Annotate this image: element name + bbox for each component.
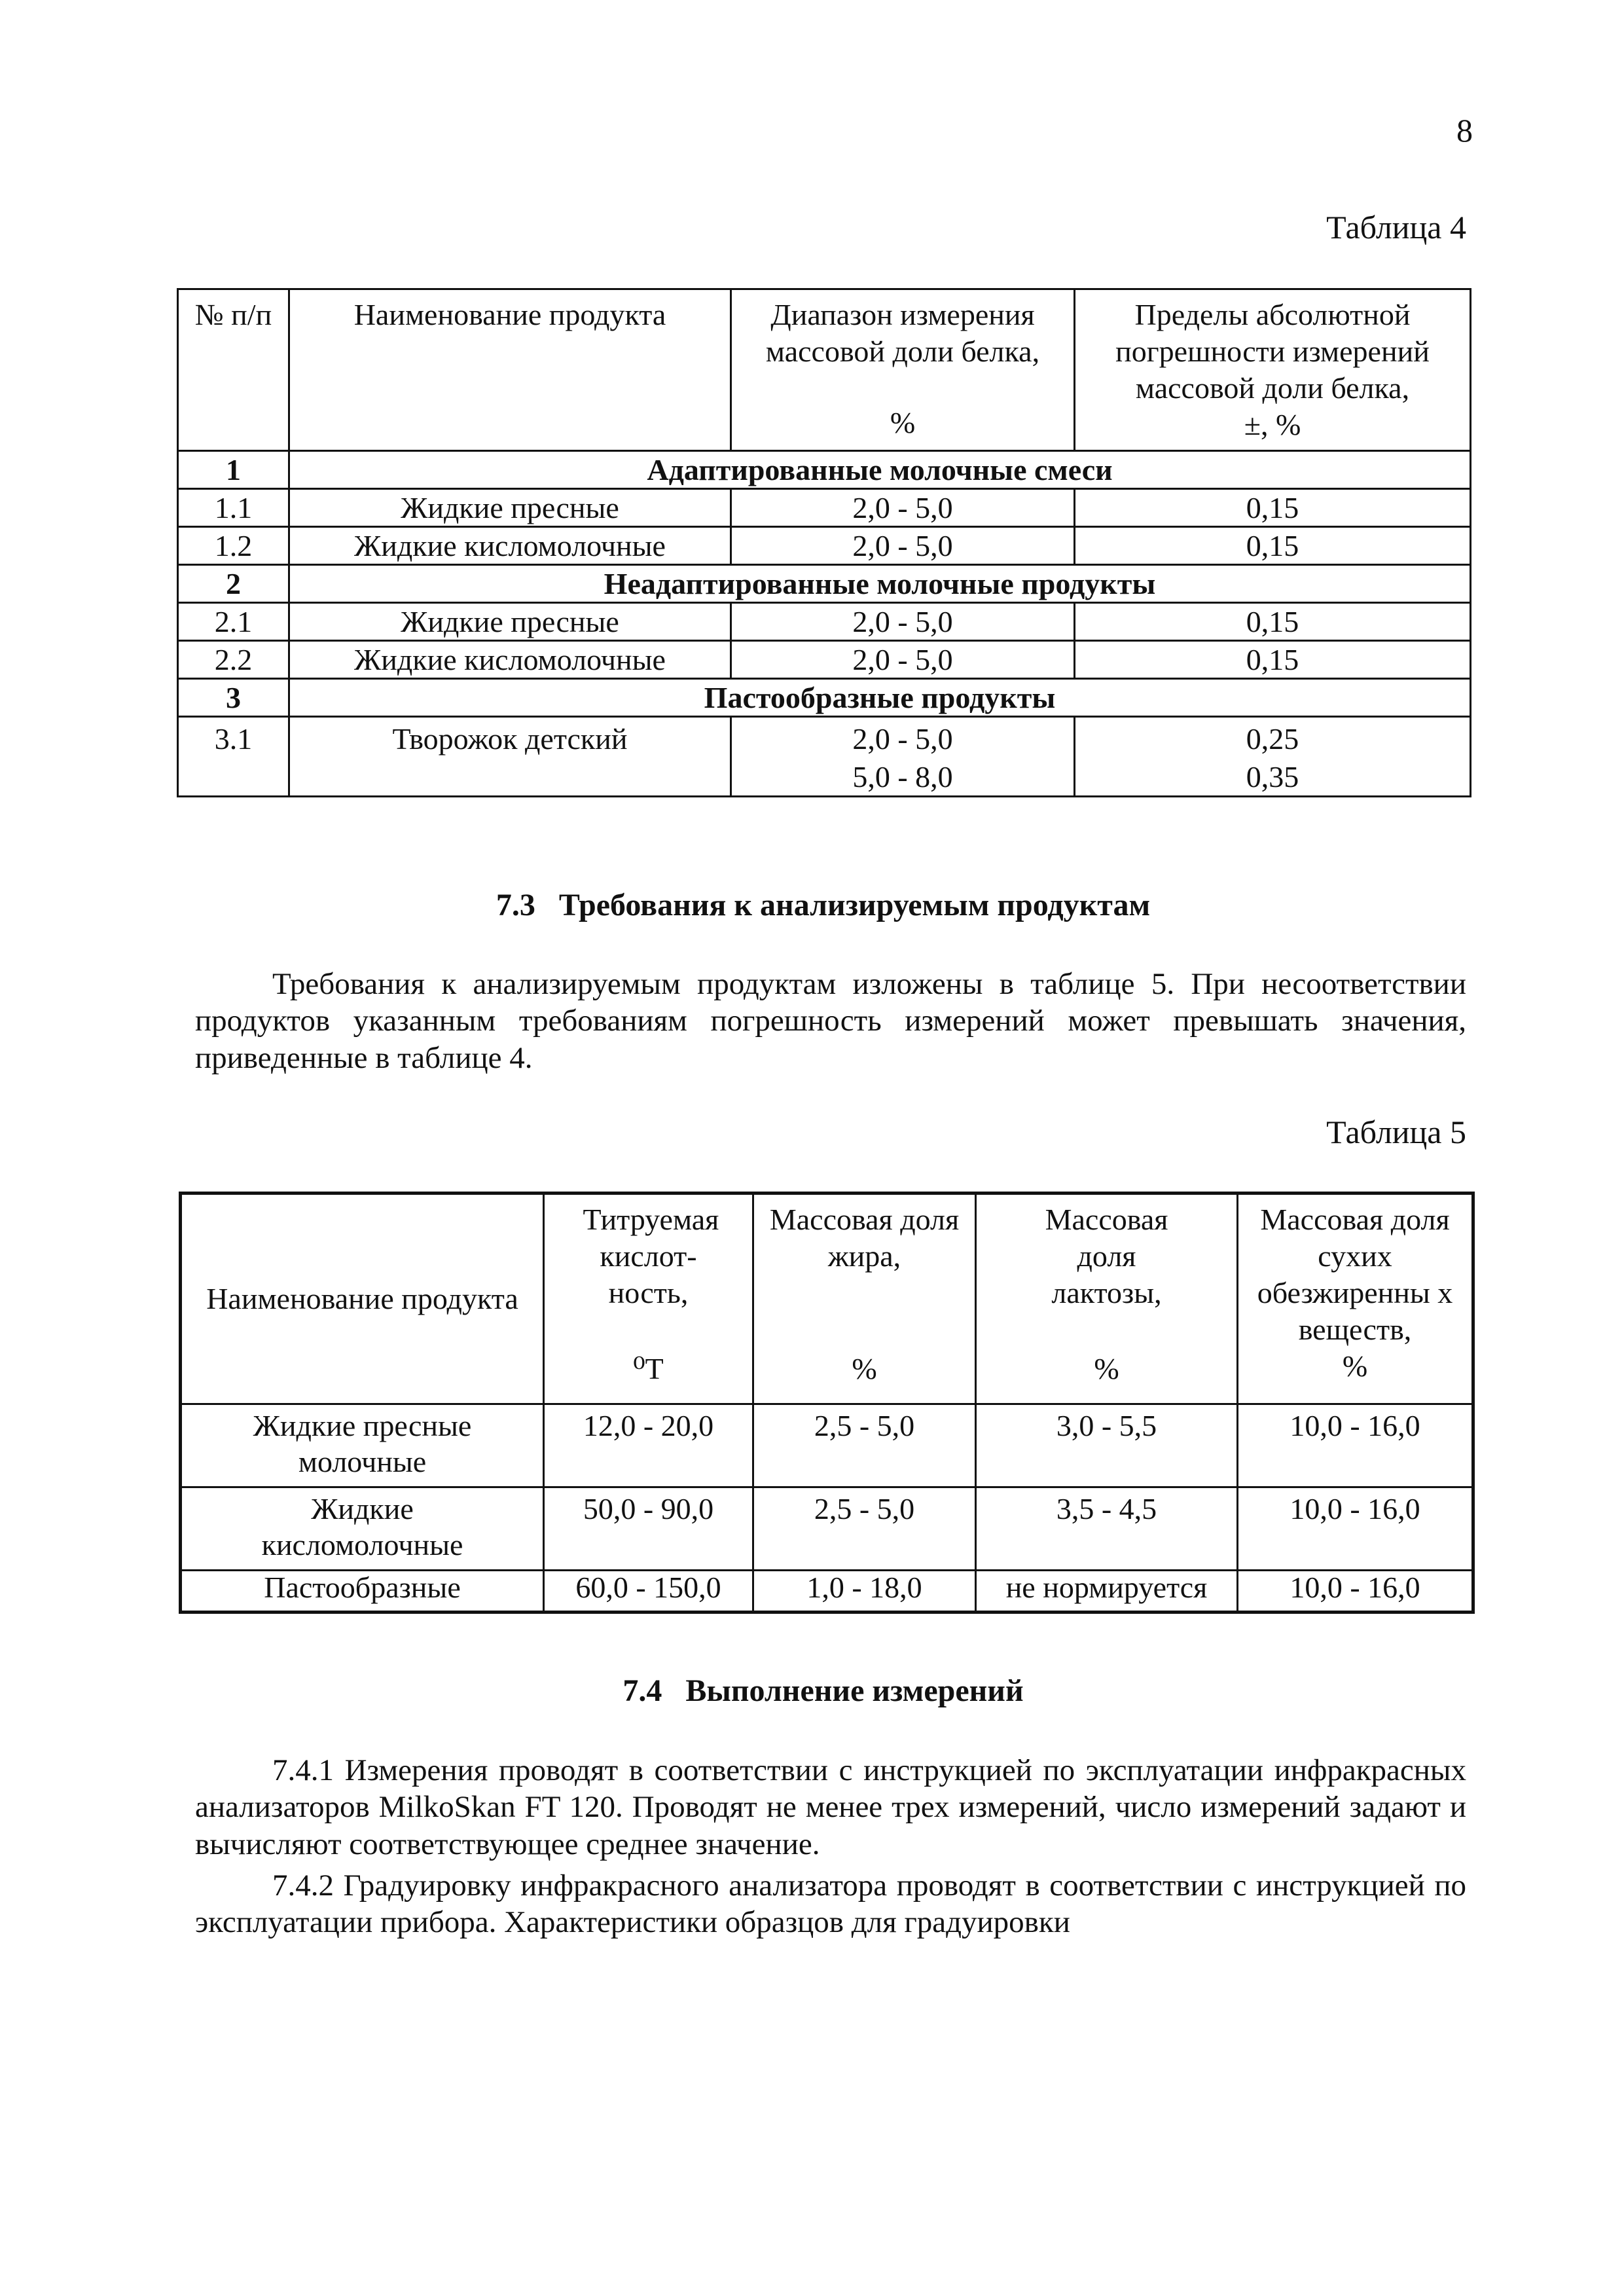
table5-header-acidity-unit: ⁰Т: [633, 1352, 664, 1385]
table5-header-solids-text: Массовая доля сухих обезжиренны х веществ,: [1257, 1203, 1453, 1347]
section-7-3-paragraph: Требования к анализируемым продуктам изложены в таблице 5. При несоответствии продуктов указанным требованиям погрешность измерений может превышать значения, приведенные в таблице 4.: [195, 967, 1466, 1075]
table5-header-fat: [753, 1194, 976, 1404]
row-acidity: 60,0 - 150,0: [544, 1571, 753, 1613]
row-product: Пастообразные: [181, 1571, 544, 1613]
section-title: Пастообразные продукты: [289, 679, 1471, 717]
row-solids: 10,0 - 16,0: [1238, 1487, 1473, 1571]
table5-header-lactose-text: Массовая доля лактозы,: [1045, 1203, 1168, 1310]
table5-header-acidity: [544, 1194, 753, 1404]
row-fat: 2,5 - 5,0: [753, 1404, 976, 1487]
table-row: [181, 1404, 1473, 1487]
row-solids: 10,0 - 16,0: [1238, 1571, 1473, 1613]
section-7-4-heading: 7.4 Выполнение измерений: [623, 1673, 1024, 1708]
table-row: [178, 641, 1471, 679]
row-fat: 2,5 - 5,0: [753, 1487, 976, 1571]
row-product: Жидкие пресные молочные: [181, 1404, 544, 1487]
row-limit: 0,15: [1075, 641, 1471, 679]
table4-header-range: [731, 289, 1075, 451]
row-range: [731, 717, 1075, 797]
table4-header-limits-unit: ±, %: [1244, 408, 1301, 442]
row-lactose: 3,0 - 5,5: [976, 1404, 1238, 1487]
paragraph-7-4-2: 7.4.2 Градуировку инфракрасного анализатора проводят в соответствии с инструкцией по эксплуатации прибора. Характеристики образцов для градуировки: [195, 1868, 1466, 1940]
row-acidity: 50,0 - 90,0: [544, 1487, 753, 1571]
table4: [177, 288, 1471, 797]
table4-header-num: № п/п: [178, 289, 289, 451]
row-range: 2,0 - 5,0: [731, 603, 1075, 641]
table-row: [181, 1487, 1473, 1571]
section-number: 3: [178, 679, 289, 717]
table-row: [181, 1571, 1473, 1613]
row-lactose: не нормируется: [976, 1571, 1238, 1613]
section-number: 1: [178, 451, 289, 489]
table4-header-limits: [1075, 289, 1471, 451]
table5-header-row: [181, 1194, 1473, 1404]
table5-header-name: Наименование продукта: [181, 1194, 544, 1404]
table5-header-lactose-unit: %: [1094, 1352, 1119, 1385]
row-range: 2,0 - 5,0: [731, 641, 1075, 679]
section-number: 2: [178, 565, 289, 603]
table5-caption: Таблица 5: [1326, 1114, 1466, 1150]
row-fat: 1,0 - 18,0: [753, 1571, 976, 1613]
row-limit: 0,15: [1075, 489, 1471, 527]
row-lactose: 3,5 - 4,5: [976, 1487, 1238, 1571]
table5-header-fat-unit: %: [852, 1352, 877, 1385]
row-product: Жидкие кисломолочные: [289, 527, 731, 565]
table4-caption: Таблица 4: [1326, 209, 1466, 246]
row-limit-2: 0,35: [1246, 759, 1299, 793]
row-range-2: 5,0 - 8,0: [852, 759, 953, 793]
table-section-row: [178, 451, 1471, 489]
table5-header-lactose: [976, 1194, 1238, 1404]
row-number: 1.2: [178, 527, 289, 565]
row-limit: 0,15: [1075, 527, 1471, 565]
table4-header-row: [178, 289, 1471, 451]
table4-header-range-unit: %: [890, 406, 916, 439]
section-title: Неадаптированные молочные продукты: [289, 565, 1471, 603]
page-number: 8: [1456, 112, 1473, 149]
table-section-row: [178, 565, 1471, 603]
row-number: 2.1: [178, 603, 289, 641]
row-range: 2,0 - 5,0: [731, 489, 1075, 527]
row-number: 1.1: [178, 489, 289, 527]
row-limit-1: 0,25: [1246, 722, 1299, 756]
table4-header-name: Наименование продукта: [289, 289, 731, 451]
row-product: Жидкие кисломолочные: [289, 641, 731, 679]
table-row: [178, 717, 1471, 797]
row-acidity: 12,0 - 20,0: [544, 1404, 753, 1487]
section-title: Адаптированные молочные смеси: [289, 451, 1471, 489]
row-range: 2,0 - 5,0: [731, 527, 1075, 565]
table-row: [178, 489, 1471, 527]
row-solids: 10,0 - 16,0: [1238, 1404, 1473, 1487]
table5-header-acidity-text: Титруемая кислот-ность,: [583, 1203, 719, 1310]
row-number: 3.1: [178, 717, 289, 797]
section-7-3-heading: 7.3 Требования к анализируемым продуктам: [496, 888, 1151, 922]
row-limit: 0,15: [1075, 603, 1471, 641]
table5-header-fat-text: Массовая доля жира,: [769, 1203, 960, 1273]
table-row: [178, 527, 1471, 565]
row-product: Жидкие пресные: [289, 489, 731, 527]
table5-header-solids-unit: %: [1342, 1349, 1368, 1383]
table5-header-solids: [1238, 1194, 1473, 1404]
table-row: [178, 603, 1471, 641]
table-section-row: [178, 679, 1471, 717]
row-limit: [1075, 717, 1471, 797]
row-range-1: 2,0 - 5,0: [852, 722, 953, 756]
row-number: 2.2: [178, 641, 289, 679]
table4-header-range-text: Диапазон измерения массовой доли белка,: [765, 298, 1040, 369]
table4-header-limits-text: Пределы абсолютной погрешности измерений массовой доли белка,: [1115, 298, 1430, 405]
row-product: Творожок детский: [289, 717, 731, 797]
row-product: Жидкие пресные: [289, 603, 731, 641]
table5: [179, 1192, 1475, 1614]
paragraph-7-4-1: 7.4.1 Измерения проводят в соответствии с инструкцией по эксплуатации инфракрасных анализаторов MilkoSkan FT 120. Проводят не менее трех измерений, число измерений задают и вычисляют соответствующее среднее значение.: [195, 1753, 1466, 1861]
row-product: Жидкие кисломолочные: [181, 1487, 544, 1571]
